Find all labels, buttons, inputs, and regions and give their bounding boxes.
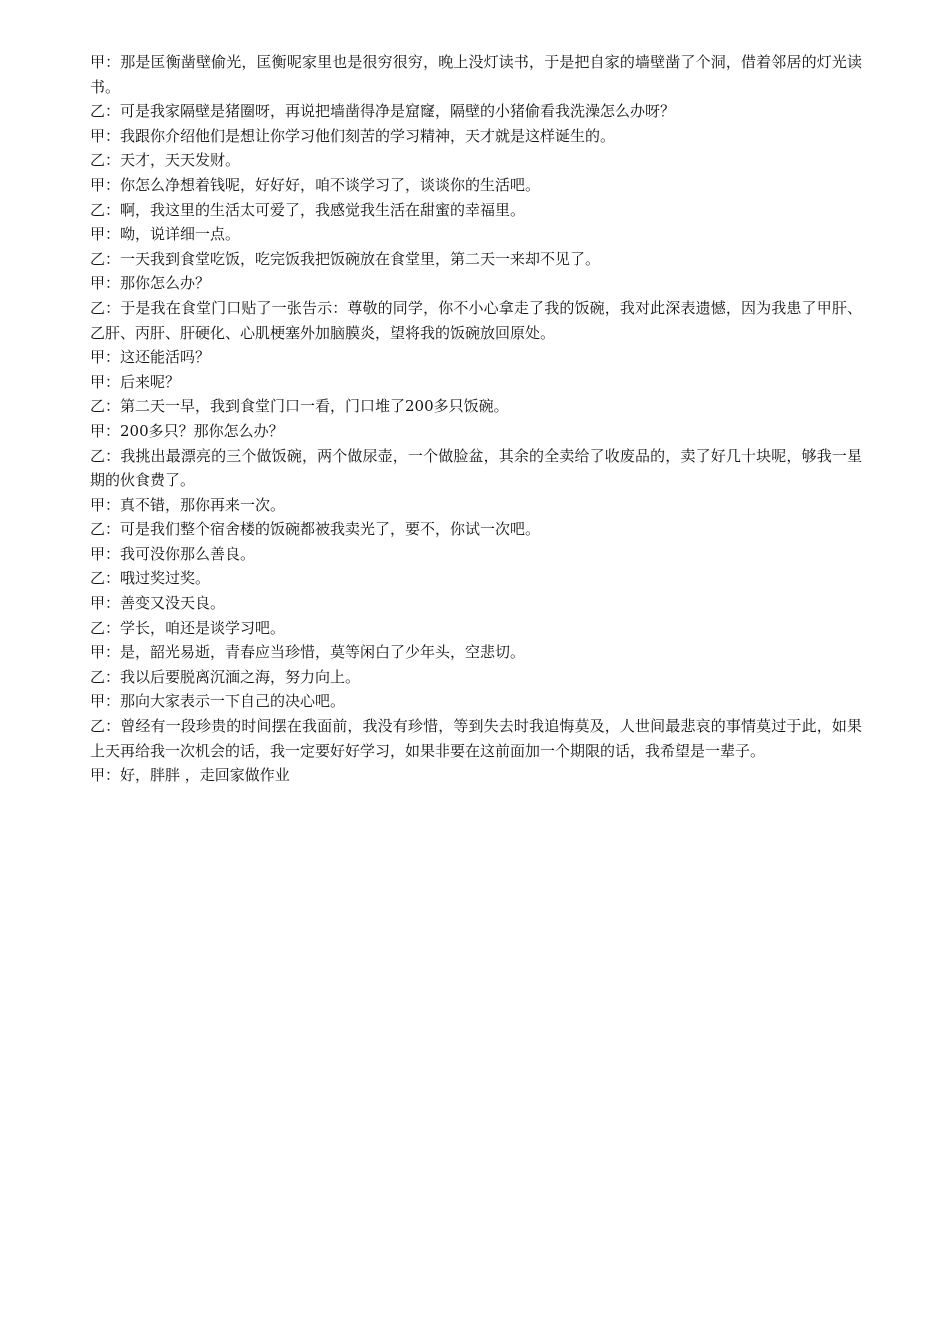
- dialogue-line: 乙：学长，咱还是谈学习吧。: [90, 618, 286, 637]
- dialogue-line: 乙：啊，我这里的生活太可爱了，我感觉我生活在甜蜜的幸福里。: [90, 200, 526, 219]
- dialogue-line: 甲：我可没你那么善良。: [90, 544, 256, 563]
- dialogue-line: 乙：天才，天天发财。: [90, 151, 241, 170]
- dialogue-line: 甲：后来呢？: [90, 372, 181, 391]
- dialogue-line: 甲：呦，说详细一点。: [90, 225, 241, 244]
- dialogue-line: 甲：那你怎么办？: [90, 274, 211, 293]
- dialogue-line: 乙：曾经有一段珍贵的时间摆在我面前，我没有珍惜，等到失去时我追悔莫及，人世间最悲哀的事情莫过于此，如果上天再给我一次机会的话，我一定要好好学习，如果非要在这前面加一个期限的话，我希望是一辈子。: [90, 717, 862, 760]
- dialogue-line: 乙：一天我到食堂吃饭，吃完饭我把饭碗放在食堂里，第二天一来却不见了。: [90, 249, 601, 268]
- dialogue-line: 甲：好，胖胖 ，走回家做作业: [90, 766, 290, 785]
- document-page: [90, 50, 862, 788]
- dialogue-line: 甲：那是匡衡凿壁偷光，匡衡呢家里也是很穷很穷，晚上没灯读书，于是把自家的墙壁凿了个洞，借着邻居的灯光读书。: [90, 53, 862, 96]
- dialogue-line: 甲：真不错，那你再来一次。: [90, 495, 286, 514]
- dialogue-line: 乙：哦过奖过奖。: [90, 569, 211, 588]
- dialogue-line: 乙：我以后要脱离沉湎之海，努力向上。: [90, 667, 361, 686]
- dialogue-line: 乙：可是我家隔壁是猪圈呀，再说把墙凿得净是窟窿，隔壁的小猪偷看我洗澡怎么办呀？: [90, 102, 676, 121]
- dialogue-line: 甲：你怎么净想着钱呢，好好好，咱不谈学习了，谈谈你的生活吧。: [90, 175, 541, 194]
- dialogue-line: 甲：那向大家表示一下自己的决心吧。: [90, 692, 346, 711]
- dialogue-line: 甲：200多只？那你怎么办？: [90, 421, 284, 440]
- dialogue-line: 乙：我挑出最漂亮的三个做饭碗，两个做尿壶，一个做脸盆，其余的全卖给了收废品的，卖了好几十块呢，够我一星期的伙食费了。: [90, 446, 862, 490]
- dialogue-line: 乙：可是我们整个宿舍楼的饭碗都被我卖光了，要不，你试一次吧。: [90, 520, 541, 539]
- dialogue-line: 乙：第二天一早，我到食堂门口一看，门口堆了200多只饭碗。: [90, 397, 509, 416]
- dialogue-line: 甲：善变又没天良。: [90, 594, 226, 613]
- dialogue-line: 乙：于是我在食堂门口贴了一张告示：尊敬的同学，你不小心拿走了我的饭碗，我对此深表遗憾，因为我患了甲肝、乙肝、丙肝、肝硬化、心肌梗塞外加脑膜炎，望将我的饭碗放回原处。: [90, 298, 862, 342]
- dialogue-line: 甲：这还能活吗？: [90, 348, 211, 367]
- dialogue-line: 甲：我跟你介绍他们是想让你学习他们刻苦的学习精神，天才就是这样诞生的。: [90, 126, 616, 145]
- dialogue-line: 甲：是，韶光易逝，青春应当珍惜，莫等闲白了少年头，空悲切。: [90, 643, 526, 662]
